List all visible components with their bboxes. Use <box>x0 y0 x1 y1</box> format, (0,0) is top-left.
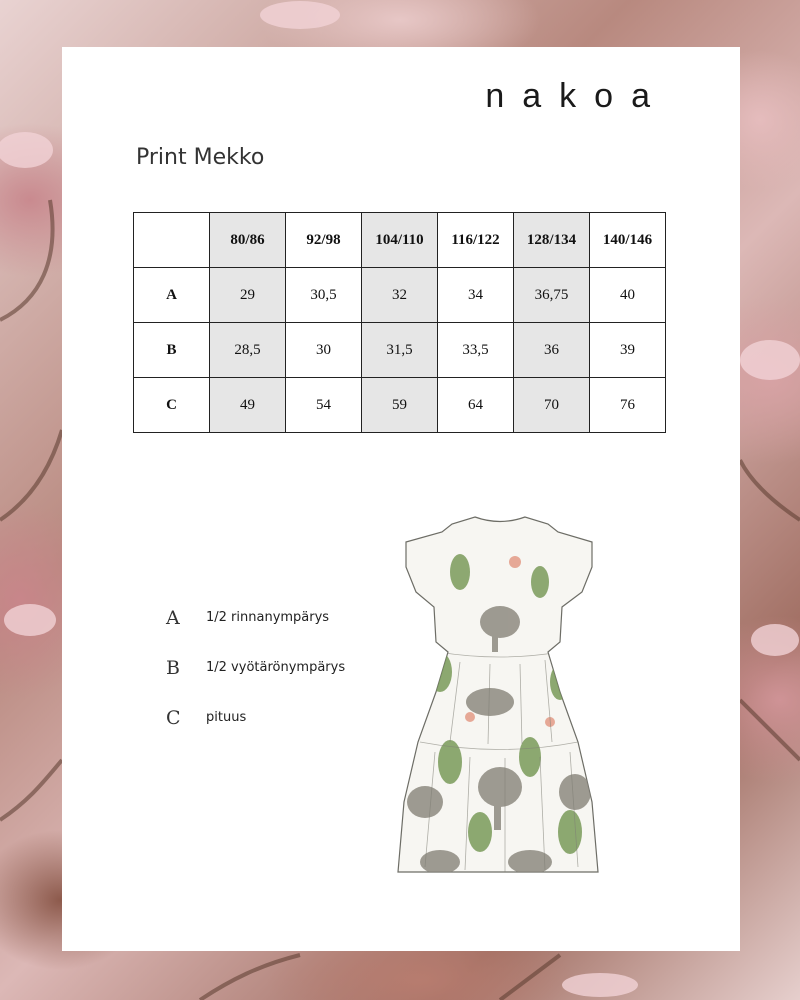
legend-description: 1/2 vyötärönympärys <box>206 660 346 675</box>
size-table-header-row <box>134 213 666 268</box>
brand-logo: nakoa <box>485 77 668 115</box>
product-title: Print Mekko <box>136 145 265 170</box>
table-cell: 59 <box>362 378 438 433</box>
measurement-row-label: B <box>134 323 210 378</box>
table-cell: 54 <box>286 378 362 433</box>
table-cell: 36 <box>514 323 590 378</box>
table-cell: 34 <box>438 268 514 323</box>
size-table-row <box>134 378 666 433</box>
table-cell: 30,5 <box>286 268 362 323</box>
size-column-header: 128/134 <box>514 213 590 268</box>
table-cell: 70 <box>514 378 590 433</box>
size-table <box>133 212 666 433</box>
size-column-header: 80/86 <box>210 213 286 268</box>
table-cell: 28,5 <box>210 323 286 378</box>
table-cell: 39 <box>590 323 666 378</box>
size-column-header: 116/122 <box>438 213 514 268</box>
table-cell: 64 <box>438 378 514 433</box>
measurement-row-label: A <box>134 268 210 323</box>
table-cell: 33,5 <box>438 323 514 378</box>
table-cell: 29 <box>210 268 286 323</box>
size-column-header: 140/146 <box>590 213 666 268</box>
size-table-row <box>134 268 666 323</box>
measurement-row-label: C <box>134 378 210 433</box>
table-cell: 40 <box>590 268 666 323</box>
legend-description: pituus <box>206 710 247 725</box>
size-column-header: 104/110 <box>362 213 438 268</box>
table-cell: 76 <box>590 378 666 433</box>
table-cell: 31,5 <box>362 323 438 378</box>
legend-letter: A <box>166 607 180 629</box>
size-table-row <box>134 323 666 378</box>
size-table-corner-cell <box>134 213 210 268</box>
table-cell: 36,75 <box>514 268 590 323</box>
dress-illustration <box>380 512 620 880</box>
legend-description: 1/2 rinnanympärys <box>206 610 330 625</box>
size-column-header: 92/98 <box>286 213 362 268</box>
legend-letter: B <box>166 657 180 679</box>
table-cell: 32 <box>362 268 438 323</box>
legend-letter: C <box>166 707 181 729</box>
table-cell: 30 <box>286 323 362 378</box>
size-chart-card <box>62 47 740 951</box>
table-cell: 49 <box>210 378 286 433</box>
